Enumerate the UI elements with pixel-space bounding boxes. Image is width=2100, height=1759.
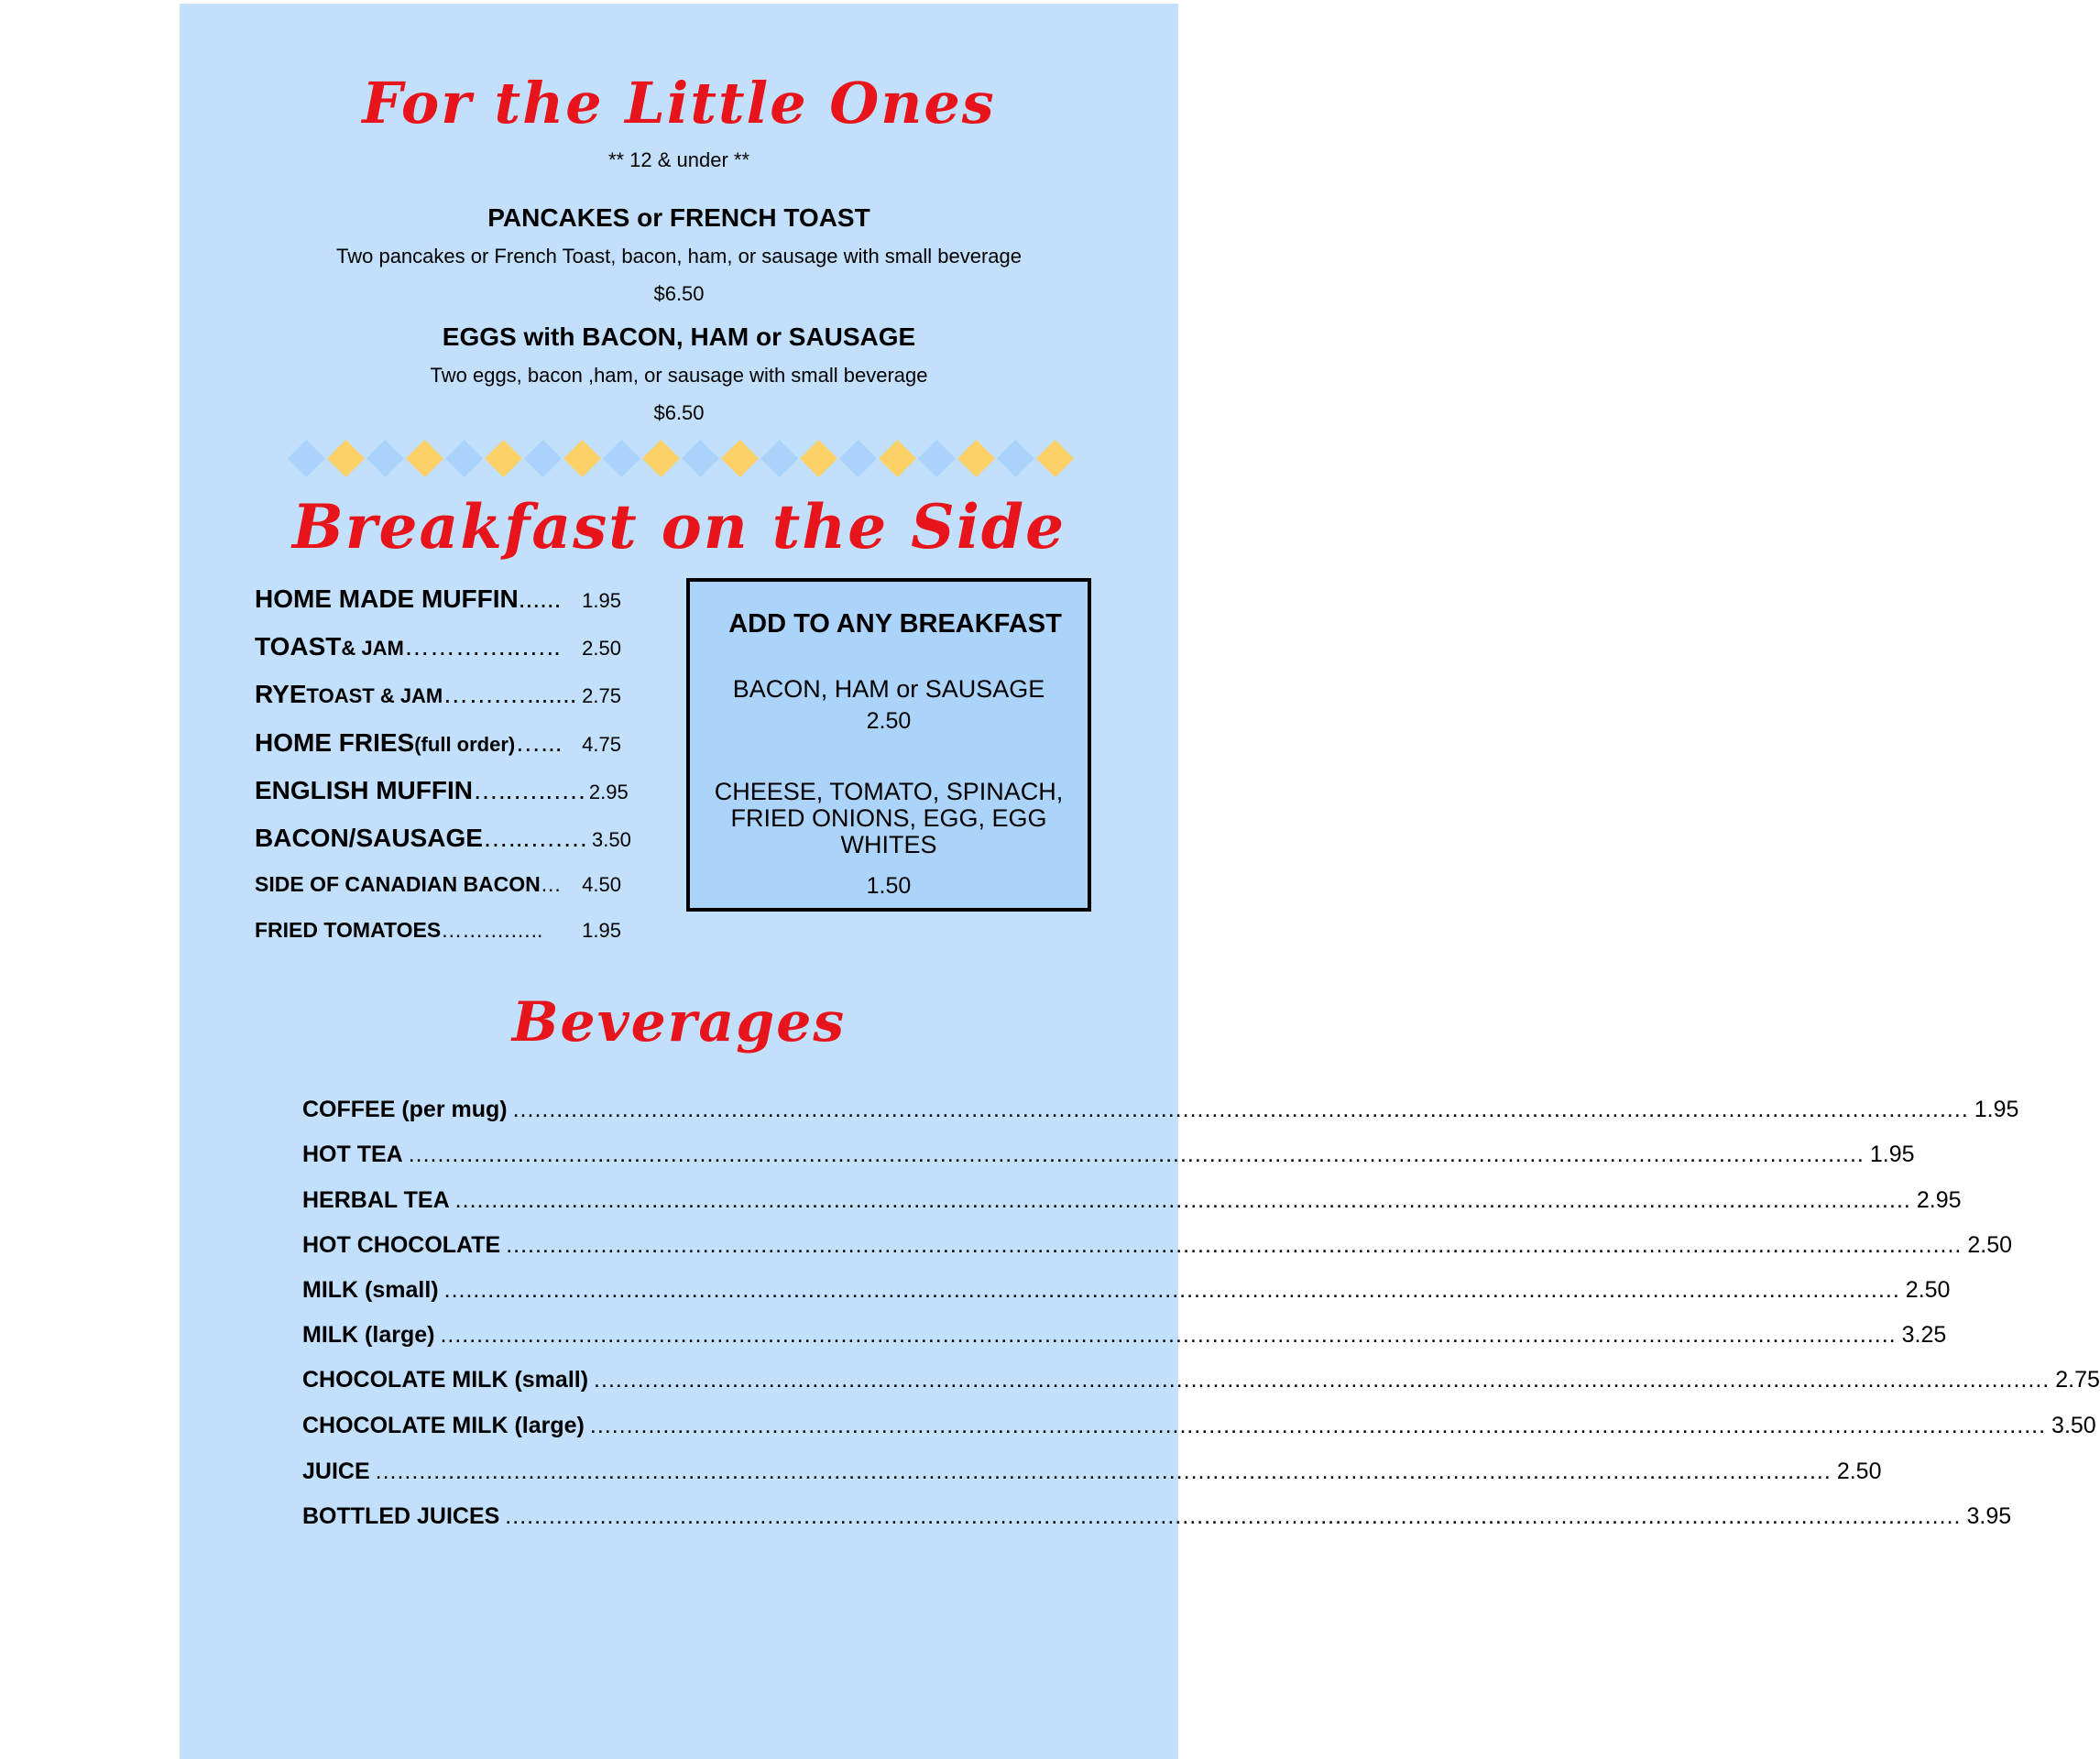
divider-diamond — [1036, 440, 1074, 477]
beverage-price: 1.95 — [1869, 1142, 1915, 1167]
beverage-price: 3.95 — [1966, 1503, 2012, 1529]
beverage-price: 3.50 — [2051, 1413, 2096, 1438]
beverage-name: HOT CHOCOLATE — [302, 1232, 501, 1258]
side-item-leader: …...….… — [482, 824, 589, 852]
add-box-extras-price: 1.50 — [866, 873, 912, 899]
divider-diamond — [721, 440, 759, 477]
kids-section-title: For the Little Ones — [362, 70, 996, 137]
diamond-divider — [286, 436, 1074, 482]
divider-diamond — [288, 440, 325, 477]
beverage-price: 2.75 — [2055, 1367, 2100, 1393]
side-item-leader: ……….….. — [441, 918, 543, 942]
side-item-price: 2.75 — [582, 684, 621, 707]
divider-diamond — [957, 440, 995, 477]
divider-diamond — [603, 440, 640, 477]
divider-diamond — [997, 440, 1034, 477]
side-item-price: 2.95 — [588, 781, 629, 803]
beverage-leader: ........................................................................................................................................................................................................ — [454, 1187, 1911, 1213]
divider-diamond — [445, 440, 483, 477]
kids-item-desc: Two pancakes or French Toast, bacon, ham, or sausage with small beverage — [336, 245, 1022, 268]
side-item-name-small: TOAST & JAM — [306, 684, 443, 707]
beverage-row — [302, 1459, 1882, 1485]
beverage-leader: ........................................................................................................................................................................................................ — [512, 1097, 1969, 1122]
beverage-name: HOT TEA — [302, 1142, 403, 1167]
side-item-name: BACON/SAUSAGE — [255, 824, 483, 852]
divider-diamond — [406, 440, 443, 477]
side-item-name: HOME MADE MUFFIN — [255, 585, 519, 613]
side-item-name: RYE — [255, 680, 307, 708]
beverage-price: 2.95 — [1916, 1187, 1962, 1213]
divider-diamond — [839, 440, 877, 477]
side-item-price: 4.75 — [582, 733, 621, 756]
beverage-leader: ........................................................................................................................................................................................................ — [594, 1367, 2051, 1393]
beverage-name: BOTTLED JUICES — [302, 1503, 500, 1529]
beverage-leader: ........................................................................................................................................................................................................ — [589, 1413, 2047, 1438]
divider-diamond — [642, 440, 680, 477]
divider-diamond — [524, 440, 562, 477]
beverage-row — [302, 1142, 1915, 1168]
beverage-row — [302, 1097, 2019, 1123]
divider-diamond — [918, 440, 956, 477]
beverage-leader: ........................................................................................................................................................................................................ — [375, 1459, 1832, 1484]
side-item — [255, 872, 621, 897]
beverage-row — [302, 1187, 1962, 1214]
side-item — [255, 776, 629, 805]
beverage-name: MILK (large) — [302, 1322, 435, 1348]
beverage-price: 2.50 — [1836, 1459, 1882, 1484]
side-item-name: FRIED TOMATOES — [255, 918, 442, 942]
beverage-name: CHOCOLATE MILK (large) — [302, 1413, 585, 1438]
side-item-leader: ...... — [518, 585, 562, 613]
side-item — [255, 680, 621, 709]
divider-diamond — [879, 440, 916, 477]
divider-diamond — [682, 440, 719, 477]
beverage-leader: ........................................................................................................................................................................................................ — [440, 1322, 1897, 1348]
side-item-leader: …... — [515, 728, 563, 757]
kids-item-desc: Two eggs, bacon ,ham, or sausage with small beverage — [430, 364, 928, 387]
beverage-row — [302, 1277, 1951, 1304]
side-item-leader: … — [540, 872, 562, 896]
beverage-name: COFFEE (per mug) — [302, 1097, 508, 1122]
beverage-price: 3.25 — [1901, 1322, 1947, 1348]
beverage-row — [302, 1503, 2012, 1530]
beverage-name: MILK (small) — [302, 1277, 439, 1303]
side-item-name-small: & JAM — [341, 637, 404, 660]
add-to-breakfast-box — [686, 578, 1091, 912]
side-item-price: 4.50 — [582, 873, 621, 896]
beverage-leader: ........................................................................................................................................................................................................ — [506, 1232, 1963, 1258]
beverage-price: 2.50 — [1905, 1277, 1951, 1303]
side-item — [255, 824, 631, 853]
side-item-price: 2.50 — [582, 637, 621, 660]
side-item — [255, 918, 621, 943]
side-item-name: TOAST — [255, 632, 342, 661]
add-box-meat: BACON, HAM or SAUSAGE — [732, 675, 1045, 703]
divider-diamond — [485, 440, 522, 477]
kids-item-price: $6.50 — [653, 282, 705, 305]
beverage-name: HERBAL TEA — [302, 1187, 450, 1213]
beverages-section-title: Beverages — [511, 990, 847, 1054]
beverage-row — [302, 1232, 2013, 1259]
divider-diamond — [563, 440, 601, 477]
side-item-name-small: (full order) — [414, 733, 516, 756]
beverage-row — [302, 1367, 2100, 1393]
side-item-name: HOME FRIES — [255, 728, 415, 757]
beverage-row — [302, 1413, 2096, 1439]
kids-item-price: $6.50 — [653, 401, 705, 424]
sides-section-title: Breakfast on the Side — [291, 491, 1066, 563]
side-item-name: ENGLISH MUFFIN — [255, 776, 473, 804]
beverage-leader: ........................................................................................................................................................................................................ — [408, 1142, 1865, 1167]
beverage-leader: ........................................................................................................................................................................................................ — [505, 1503, 1962, 1529]
side-item — [255, 728, 621, 758]
side-item — [255, 585, 621, 614]
side-item-name: SIDE OF CANADIAN BACON — [255, 872, 541, 896]
side-item — [255, 632, 621, 661]
beverage-price: 1.95 — [1974, 1097, 2019, 1122]
add-box-extras-line: WHITES — [840, 831, 937, 858]
side-item-leader: …..…..…. — [473, 776, 585, 804]
beverage-name: JUICE — [302, 1459, 370, 1484]
kids-item-name: EGGS with BACON, HAM or SAUSAGE — [442, 322, 916, 351]
divider-diamond — [760, 440, 798, 477]
side-item-leader: …….…....... — [443, 680, 577, 708]
kids-item-name: PANCAKES or FRENCH TOAST — [487, 203, 870, 232]
beverage-name: CHOCOLATE MILK (small) — [302, 1367, 589, 1393]
divider-diamond — [327, 440, 365, 477]
beverage-price: 2.50 — [1967, 1232, 2013, 1258]
beverage-row — [302, 1322, 1947, 1349]
add-box-extras-line: CHEESE, TOMATO, SPINACH, — [714, 778, 1064, 805]
menu-page — [180, 4, 2100, 1759]
side-item-price: 3.50 — [592, 828, 631, 851]
kids-age-note: ** 12 & under ** — [607, 148, 750, 171]
side-item-price: 1.95 — [582, 589, 621, 612]
divider-diamond — [800, 440, 837, 477]
add-box-title: ADD TO ANY BREAKFAST — [728, 609, 1062, 639]
add-box-extras-line: FRIED ONIONS, EGG, EGG — [730, 804, 1047, 832]
add-box-meat-price: 2.50 — [866, 708, 912, 734]
side-item-leader: …………..….. — [403, 632, 561, 661]
beverage-leader: ........................................................................................................................................................................................................ — [443, 1277, 1900, 1303]
side-item-price: 1.95 — [582, 919, 621, 942]
divider-diamond — [366, 440, 404, 477]
